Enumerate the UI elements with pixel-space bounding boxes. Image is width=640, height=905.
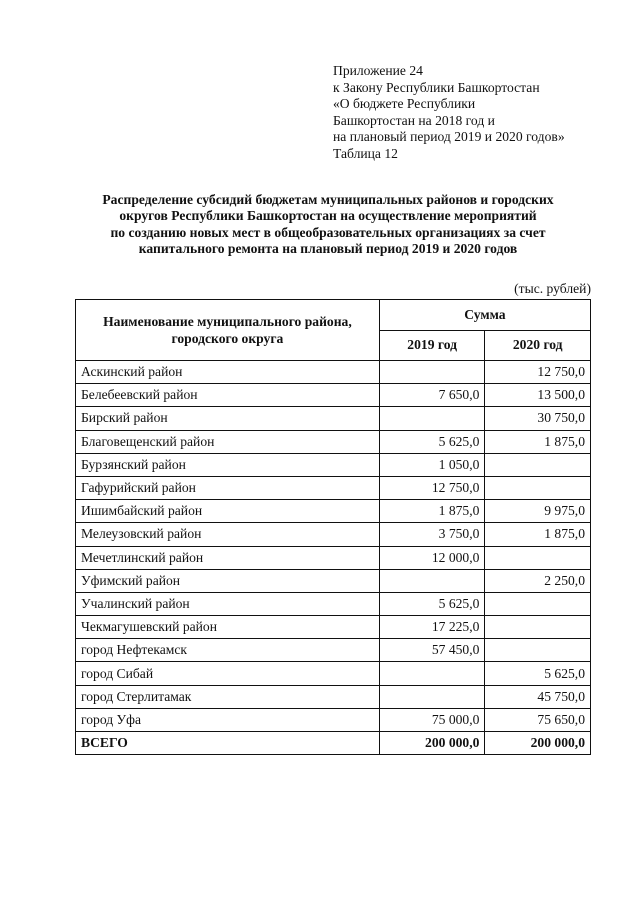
row-2020-cell <box>485 639 591 662</box>
row-2019-cell: 5 625,0 <box>379 430 485 453</box>
row-2020-cell: 13 500,0 <box>485 384 591 407</box>
row-2019-cell: 3 750,0 <box>379 523 485 546</box>
table-row <box>76 546 591 569</box>
subsidy-table <box>75 299 591 755</box>
document-title <box>62 192 594 258</box>
row-name-cell: Благовещенский район <box>76 430 380 453</box>
table-row <box>76 662 591 685</box>
row-2020-cell <box>485 476 591 499</box>
row-2020-cell: 30 750,0 <box>485 407 591 430</box>
table-row <box>76 407 591 430</box>
row-2019-cell: 1 050,0 <box>379 453 485 476</box>
row-2020-cell: 9 975,0 <box>485 500 591 523</box>
row-2019-cell: 1 875,0 <box>379 500 485 523</box>
row-2019-cell: 75 000,0 <box>379 708 485 731</box>
row-2019-cell <box>379 361 485 384</box>
table-row <box>76 430 591 453</box>
table-row <box>76 569 591 592</box>
row-2019-cell <box>379 569 485 592</box>
total-2020-cell: 200 000,0 <box>485 732 591 755</box>
column-header-2019: 2019 год <box>379 330 485 361</box>
row-2020-cell: 1 875,0 <box>485 430 591 453</box>
row-2020-cell <box>485 453 591 476</box>
row-name-cell: Чекмагушевский район <box>76 616 380 639</box>
table-row <box>76 592 591 615</box>
row-name-cell: Учалинский район <box>76 592 380 615</box>
column-header-sum: Сумма <box>379 300 590 331</box>
row-name-cell: Мелеузовский район <box>76 523 380 546</box>
row-2019-cell: 5 625,0 <box>379 592 485 615</box>
title-line: по созданию новых мест в общеобразовательных организациях за счет <box>110 224 546 240</box>
table-body <box>76 361 591 755</box>
row-2019-cell: 17 225,0 <box>379 616 485 639</box>
row-name-cell: Гафурийский район <box>76 476 380 499</box>
table-row <box>76 384 591 407</box>
row-2020-cell: 5 625,0 <box>485 662 591 685</box>
row-name-cell: город Сибай <box>76 662 380 685</box>
appendix-line: Приложение 24 <box>333 63 423 78</box>
table-row <box>76 685 591 708</box>
row-2019-cell: 12 000,0 <box>379 546 485 569</box>
header-name-line: Наименование муниципального района, <box>103 314 352 329</box>
total-row <box>76 732 591 755</box>
row-2020-cell: 45 750,0 <box>485 685 591 708</box>
appendix-line: Башкортостан на 2018 год и <box>333 112 495 128</box>
row-2020-cell: 2 250,0 <box>485 569 591 592</box>
column-header-2020: 2020 год <box>485 330 591 361</box>
row-2019-cell <box>379 685 485 708</box>
row-2019-cell: 57 450,0 <box>379 639 485 662</box>
row-2019-cell <box>379 407 485 430</box>
row-name-cell: город Нефтекамск <box>76 639 380 662</box>
units-label: (тыс. рублей) <box>514 281 591 296</box>
title-line: капитального ремонта на плановый период 2019 и 2020 годов <box>138 241 518 257</box>
table-header <box>76 300 591 361</box>
row-name-cell: Бирский район <box>76 407 380 430</box>
row-name-cell: Аскинский район <box>76 361 380 384</box>
appendix-line: Таблица 12 <box>333 145 398 161</box>
row-2020-cell <box>485 616 591 639</box>
row-2019-cell: 12 750,0 <box>379 476 485 499</box>
appendix-line: «О бюджете Республики <box>333 96 476 112</box>
row-2019-cell <box>379 662 485 685</box>
row-name-cell: город Стерлитамак <box>76 685 380 708</box>
table-row <box>76 708 591 731</box>
row-name-cell: Бурзянский район <box>76 453 380 476</box>
row-name-cell: город Уфа <box>76 708 380 731</box>
header-name-line: городского округа <box>171 331 284 346</box>
row-2020-cell: 75 650,0 <box>485 708 591 731</box>
table-row <box>76 476 591 499</box>
table-row <box>76 500 591 523</box>
row-name-cell: Мечетлинский район <box>76 546 380 569</box>
appendix-line: к Закону Республики Башкортостан <box>333 79 540 95</box>
table-row <box>76 361 591 384</box>
row-name-cell: Белебеевский район <box>76 384 380 407</box>
column-header-name <box>76 300 380 361</box>
table-row <box>76 616 591 639</box>
title-line: Распределение субсидий бюджетам муниципальных районов и городских <box>102 192 554 207</box>
table-row <box>76 523 591 546</box>
appendix-block <box>333 63 565 163</box>
row-2020-cell <box>485 546 591 569</box>
row-2020-cell: 1 875,0 <box>485 523 591 546</box>
row-name-cell: Уфимский район <box>76 569 380 592</box>
title-line: округов Республики Башкортостан на осуществление мероприятий <box>119 208 537 224</box>
table-row <box>76 453 591 476</box>
row-2020-cell: 12 750,0 <box>485 361 591 384</box>
row-2019-cell: 7 650,0 <box>379 384 485 407</box>
appendix-line: на плановый период 2019 и 2020 годов» <box>333 129 565 145</box>
total-2019-cell: 200 000,0 <box>379 732 485 755</box>
table-row <box>76 639 591 662</box>
total-label-cell: ВСЕГО <box>76 732 380 755</box>
row-2020-cell <box>485 592 591 615</box>
row-name-cell: Ишимбайский район <box>76 500 380 523</box>
